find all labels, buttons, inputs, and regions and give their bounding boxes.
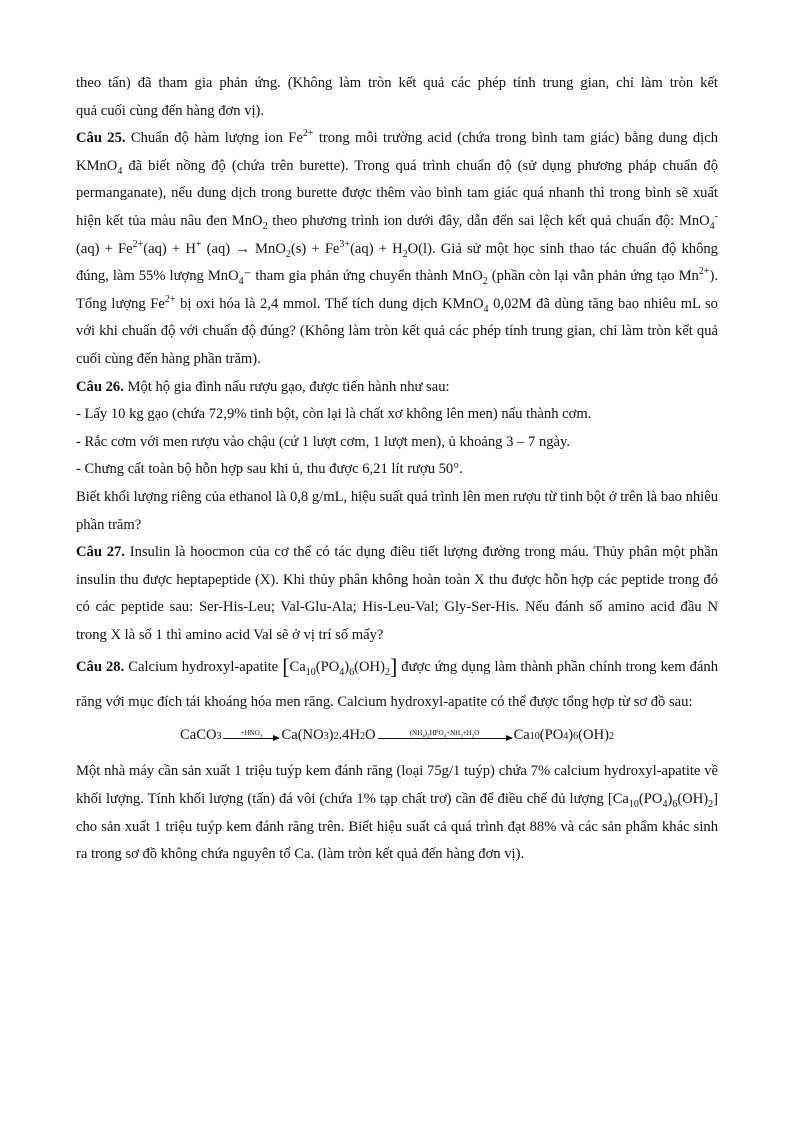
superscript: - — [714, 211, 718, 223]
subscript: 10 — [628, 798, 639, 810]
text: O — [365, 727, 376, 744]
text: +H — [462, 729, 472, 738]
text: ) — [424, 729, 428, 738]
arrow-label — [241, 729, 263, 737]
text: O(l). Giả sử một học sinh thao tác chuẩn độ không đúng, làm 55% lượng MnO — [76, 240, 718, 285]
text: bị oxi hóa là 2,4 mmol. Thể tích dung dịch KMnO — [175, 295, 484, 312]
question-label: Câu 26. — [76, 378, 124, 395]
text: (aq) + H — [143, 240, 196, 257]
text: Calcium hydroxyl-apatite — [124, 659, 283, 676]
question-label: Câu 28. — [76, 659, 125, 676]
bracket-close: ] — [389, 654, 398, 680]
text: Insulin là hoocmon của cơ thể có tác dụng điều tiết lượng đường trong máu. Thủy phân một phần insulin thu được heptapeptide (X). Khi thủy phân không hoàn toàn X thu được hỗn hợp các peptide trong đó có các peptide sau: Ser-His-Leu; Val-Glu-Ala; His-Leu-Val; Gly-Ser-His. Nếu đánh số amino acid đầu N trong X là số 1 thì amino acid Val sẽ ở vị trí số mấy? — [76, 544, 718, 643]
text: (s) + Fe — [290, 240, 340, 257]
subscript: 6 — [672, 798, 678, 810]
text: CaCO — [180, 727, 217, 744]
text: Chuẩn độ hàm lượng ion Fe — [125, 130, 303, 147]
subscript: 4 — [339, 667, 345, 679]
text: ) — [344, 659, 350, 676]
subscript: 2 — [482, 276, 488, 288]
text: (PO — [315, 659, 340, 676]
text: Một nhà máy cần sản xuất 1 triệu tuýp kem đánh răng (loại 75g/1 tuýp) chứa 7% calcium hydroxyl-apatite về khối lượng. Tính khối lượng (tấn) đá vôi (chứa 1% tạp chất trơ) cần để điều chế đủ lượng [Ca — [76, 763, 718, 808]
question-27 — [76, 539, 718, 649]
arrow-label — [410, 729, 479, 737]
text: (PO — [539, 727, 564, 744]
text: HPO — [429, 729, 444, 738]
subscript: 4 — [117, 165, 123, 177]
question-25 — [76, 125, 718, 373]
subscript: 2 — [402, 248, 408, 260]
text: (phần còn lại vẫn phản ứng tạo Mn — [487, 268, 699, 285]
text: quả cuối cùng đến hàng đơn vị). — [76, 102, 265, 119]
text: Biết khối lượng riêng của ethanol là 0,8 g/mL, hiệu suất quá trình lên men rượu từ tinh bột ở trên là bao nhiêu phần trăm? — [76, 488, 718, 533]
text: ⁻ tham gia phản ứng chuyển thành MnO — [243, 268, 483, 285]
paragraph-continuation-end — [76, 98, 718, 126]
text: ) — [667, 791, 673, 808]
superscript: 2+ — [132, 238, 144, 250]
superscript: 2+ — [164, 293, 176, 305]
arrow-line — [223, 738, 279, 739]
text: .4H — [338, 727, 361, 744]
step-1 — [76, 401, 718, 429]
question-28 — [76, 649, 718, 720]
text: theo tấn) đã tham gia phản ứng. (Không làm tròn kết quả các phép tính trung gian, chỉ làm tròn kết — [76, 75, 718, 91]
text: được ứng dụng làm thành phần chính trong kem đánh răng với mục đích tái khoáng hóa men răng. Calcium hydroxyl-apatite có thể được tổng hợp từ sơ đồ sau: — [76, 659, 718, 711]
question-label: Câu 27. — [76, 544, 125, 561]
text: 0,02M đã dùng tăng bao nhiêu mL so với khi chuẩn độ với chuẩn độ đúng? (Không làm tròn kết quả các phép tính trung gian, chỉ làm tròn kết quả cuối cùng đến hàng phần trăm). — [76, 295, 718, 367]
text: (aq) + H — [350, 240, 403, 257]
text: - Chưng cất toàn bộ hỗn hợp sau khi ủ, thu được 6,21 lít rượu 50°. — [76, 461, 463, 478]
reaction-scheme: CaCO 3 +HNO Ca(NO 3 ) 2 .4H 2 O (NH ) HPO +NH +H O Ca 10 (PO 4 ) 6 (OH) 2 — [76, 720, 718, 758]
text: O — [474, 729, 480, 738]
text: (NH — [409, 729, 423, 738]
subscript: 4 — [662, 798, 668, 810]
text: +NH — [446, 729, 461, 738]
paragraph-continuation — [76, 70, 718, 98]
subscript: 2 — [285, 248, 291, 260]
subscript: 10 — [305, 667, 316, 679]
subscript: 2 — [708, 798, 714, 810]
question-28-task — [76, 758, 718, 868]
subscript: 2 — [384, 667, 390, 679]
bracket-open: [ — [282, 654, 290, 680]
superscript: + — [195, 238, 202, 250]
document-page — [76, 70, 718, 869]
text: (OH) — [354, 659, 385, 676]
text: Ca — [513, 727, 530, 744]
text: đã biết nồng độ (chứa trên burette). Trong quá trình chuẩn độ (sử dụng phương pháp chuẩn độ permanganate), nếu dung dịch trong burette được thêm vào bình tam giác quá nhanh thì trong bình sẽ xuất hiện kết tủa màu nâu đen MnO — [76, 157, 718, 229]
question-label: Câu 25. — [76, 130, 126, 147]
text: (aq) + Fe — [76, 240, 133, 257]
text: ). Tổng lượng Fe — [76, 268, 718, 312]
step-2 — [76, 429, 718, 457]
text: (OH) — [578, 727, 609, 744]
reaction-arrow-1 — [223, 729, 279, 738]
text: ) — [568, 727, 574, 744]
text: - Rắc cơm với men rượu vào chậu (cứ 1 lượt cơm, 1 lượt men), ủ khoảng 3 – 7 ngày. — [76, 433, 571, 450]
text: - Lấy 10 kg gạo (chứa 72,9% tinh bột, còn lại là chất xơ không lên men) nấu thành cơm. — [76, 406, 592, 423]
text: ) — [328, 727, 334, 744]
text: trong môi trường acid (chứa trong bình tam giác) bằng dung dịch KMnO — [76, 130, 719, 174]
subscript: 4 — [483, 303, 489, 315]
question-26 — [76, 374, 718, 402]
text: Ca — [289, 659, 306, 676]
text: (OH) — [677, 791, 709, 808]
reaction-arrow-2 — [378, 729, 512, 738]
text: +HNO — [240, 729, 260, 738]
subscript: 2 — [262, 220, 268, 232]
subscript: 4 — [238, 276, 244, 288]
text: theo phương trình ion dưới đây, dẫn đến sai lệch kết quả chuẩn độ: MnO — [267, 212, 710, 229]
text: Ca(NO — [281, 727, 324, 744]
arrow-line — [378, 738, 512, 739]
superscript: 2+ — [302, 128, 314, 140]
apatite-formula — [282, 654, 398, 680]
question-26-ask — [76, 484, 718, 539]
text: Một hộ gia đình nấu rượu gạo, được tiến hành như sau: — [123, 378, 450, 395]
text: (PO — [638, 791, 663, 808]
text: ] cho sản xuất 1 triệu tuýp kem đánh răng trên. Biết hiệu suất cả quá trình đạt 88% và các sản phẩm khác sinh ra trong sơ đồ không chứa nguyên tố Ca. (làm tròn kết quả đến hàng đơn vị). — [76, 791, 718, 863]
superscript: 2+ — [698, 266, 710, 278]
text: (aq) → MnO — [201, 240, 286, 257]
superscript: 3+ — [339, 238, 351, 250]
subscript: 6 — [349, 667, 355, 679]
subscript: 4 — [709, 220, 715, 232]
step-3 — [76, 456, 718, 484]
